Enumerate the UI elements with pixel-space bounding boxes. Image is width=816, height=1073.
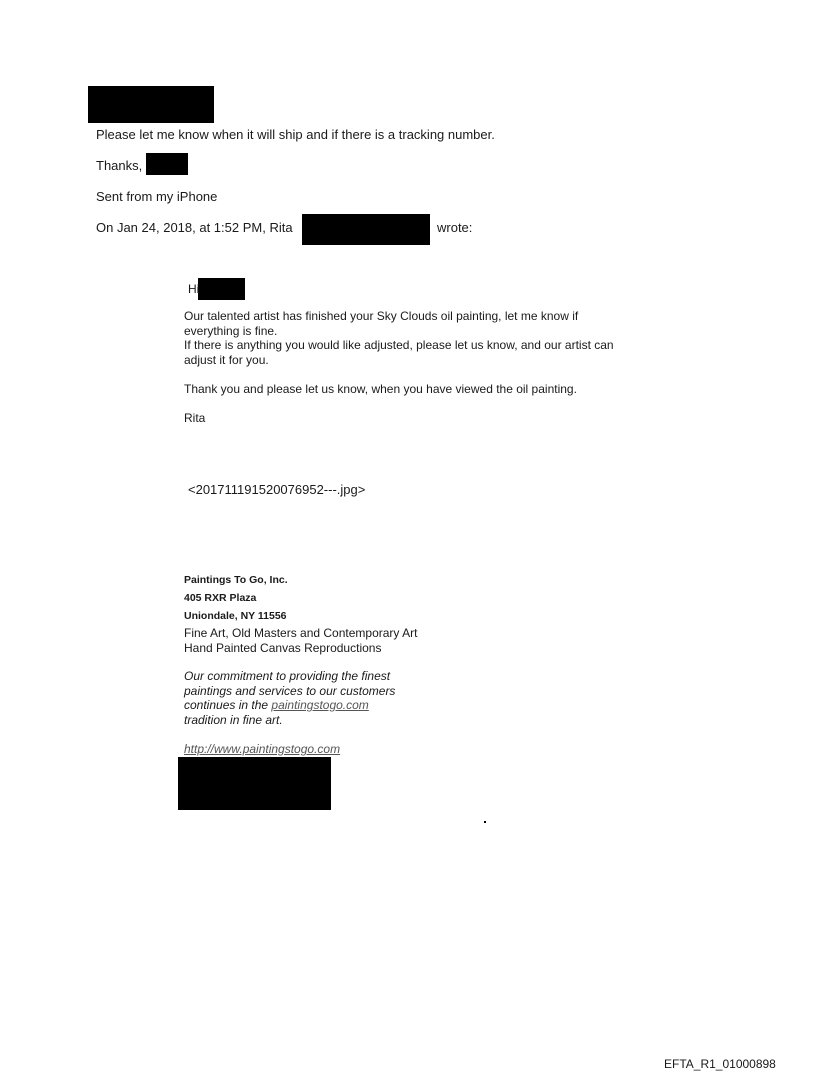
document-id: EFTA_R1_01000898 <box>664 1057 776 1071</box>
commitment-line-4: tradition in fine art. <box>184 712 283 727</box>
paintingstogo-link[interactable]: paintingstogo.com <box>271 698 369 712</box>
website-link[interactable]: http://www.paintingstogo.com <box>184 742 341 756</box>
stray-dot <box>484 821 486 823</box>
commitment-line-3 <box>184 698 395 713</box>
redaction-signature-block <box>178 757 331 810</box>
ship-request-line: Please let me know when it will ship and if there is a tracking number. <box>96 127 495 142</box>
message-body <box>184 309 614 367</box>
body-line-4: adjust it for you. <box>184 352 269 367</box>
commitment-line-1: Our commitment to providing the finest <box>184 669 391 683</box>
address-line-2: Uniondale, NY 11556 <box>184 610 287 622</box>
tagline-line-2: Hand Painted Canvas Reproductions <box>184 640 382 655</box>
body-line-3: If there is anything you would like adjusted, please let us know, and our artist can <box>184 338 614 352</box>
commitment-line-2: paintings and services to our customers <box>184 683 396 698</box>
redaction-sender-header <box>88 86 214 123</box>
commitment-line-3-prefix: continues in the <box>184 698 269 712</box>
tagline-line-1: Fine Art, Old Masters and Contemporary Art <box>184 626 418 640</box>
body-line-2: everything is fine. <box>184 323 278 338</box>
signoff: Rita <box>184 411 206 425</box>
sent-from-line: Sent from my iPhone <box>96 189 218 204</box>
commitment-block <box>184 669 395 727</box>
reply-header-prefix: On Jan 24, 2018, at 1:52 PM, Rita <box>96 220 293 235</box>
attachment-filename[interactable]: <201711191520076952---.jpg> <box>188 482 366 497</box>
redaction-greeting-name <box>198 278 245 300</box>
thank-you-line: Thank you and please let us know, when you have viewed the oil painting. <box>184 382 577 396</box>
thanks-line: Thanks, <box>96 158 143 173</box>
tagline-block <box>184 626 417 655</box>
redaction-rita-email <box>302 214 430 245</box>
redaction-thanks-name <box>146 153 188 175</box>
greeting: Hi <box>188 282 200 296</box>
address-line-1: 405 RXR Plaza <box>184 592 257 604</box>
company-name: Paintings To Go, Inc. <box>184 574 288 586</box>
reply-header-suffix: wrote: <box>437 220 473 235</box>
body-line-1: Our talented artist has finished your Sky Clouds oil painting, let me know if <box>184 309 579 323</box>
